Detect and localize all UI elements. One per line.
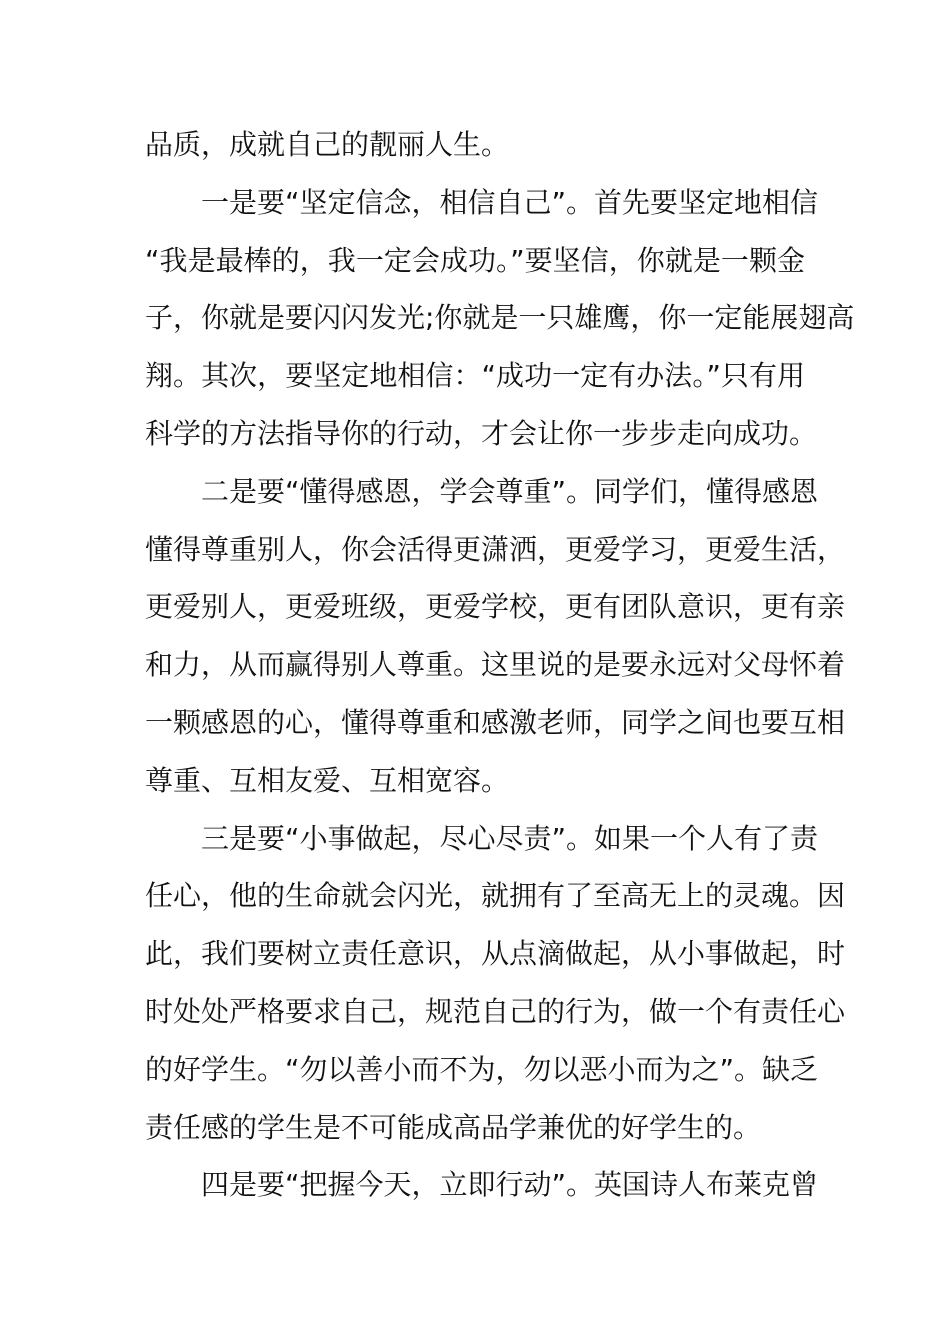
text-line: 翔。其次，要坚定地相信：“成功一定有办法。”只有用: [145, 359, 805, 393]
text-line: 懂得尊重别人，你会活得更潇洒，更爱学习，更爱生活，: [145, 532, 846, 566]
text-line: 品质，成就自己的靓丽人生。: [145, 128, 510, 161]
paragraph-start-line: 一是要“坚定信念，相信自己”。首先要坚定地相信: [201, 185, 819, 219]
text-line: 任心，他的生命就会闪光，就拥有了至高无上的灵魂。因: [145, 879, 846, 913]
text-line: 和力，从而赢得别人尊重。这里说的是要永远对父母怀着: [145, 648, 846, 682]
text-line: “我是最棒的，我一定会成功。”要坚信，你就是一颗金: [145, 243, 805, 277]
text-line: 子，你就是要闪闪发光;你就是一只雄鹰，你一定能展翅高: [145, 301, 855, 335]
document-body: [145, 116, 855, 1214]
text-line: 更爱别人，更爱班级，更爱学校，更有团队意识，更有亲: [145, 590, 846, 624]
text-line: 一颗感恩的心，懂得尊重和感激老师，同学之间也要互相: [145, 705, 846, 739]
paragraph-start-line: 四是要“把握今天，立即行动”。英国诗人布莱克曾: [201, 1168, 819, 1202]
text-line: 责任感的学生是不可能成高品学兼优的好学生的。: [145, 1110, 762, 1144]
text-line: 尊重、互相友爱、互相宽容。: [145, 763, 510, 797]
text-line: 时处处严格要求自己，规范自己的行为，做一个有责任心: [145, 994, 846, 1028]
paragraph-start-line: 二是要“懂得感恩，学会尊重”。同学们，懂得感恩: [201, 474, 819, 508]
paragraph-start-line: 三是要“小事做起，尽心尽责”。如果一个人有了责: [201, 821, 819, 855]
text-line: 的好学生。“勿以善小而不为，勿以恶小而为之”。缺乏: [145, 1052, 819, 1086]
text-line: 此，我们要树立责任意识，从点滴做起，从小事做起，时: [145, 937, 846, 971]
text-line: 科学的方法指导你的行动，才会让你一步步走向成功。: [145, 416, 818, 450]
